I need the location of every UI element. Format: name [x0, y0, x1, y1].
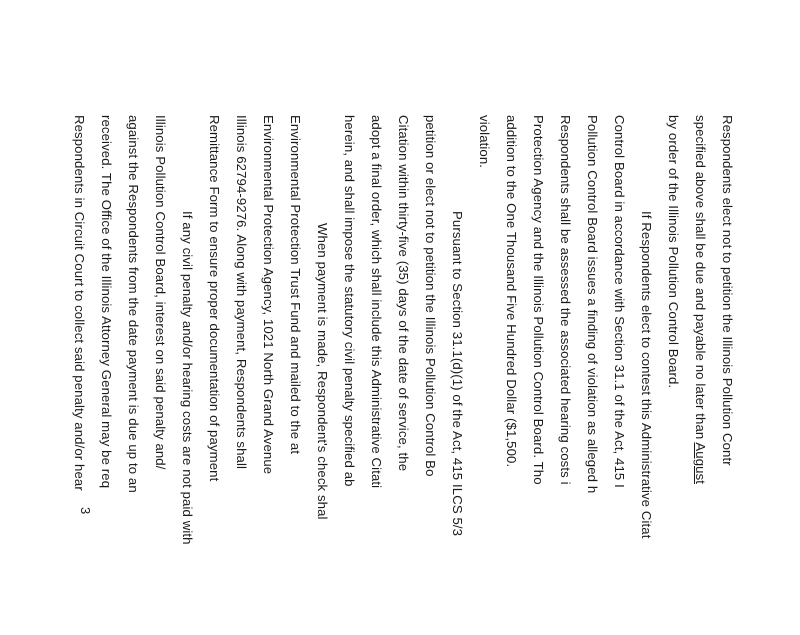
text-line: herein, and shall impose the statutory civil penalty specified ab [342, 115, 357, 487]
text-line: If any civil penalty and/or hearing costs are not paid with [180, 211, 195, 545]
text-line: Respondents shall be assessed the associated hearing costs i [558, 115, 573, 485]
text-line: If Respondents elect to contest this Administrative Citat [639, 211, 654, 539]
text-line: When payment is made, Respondent's check shal [315, 223, 330, 520]
text-line: Remittance Form to ensure proper documentation of payment [207, 115, 222, 482]
text-line: adopt a final order, which shall include this Administrative Citati [369, 115, 384, 489]
text-line: Respondents elect not to petition the Illinois Pollution Contr [720, 115, 735, 466]
text-line: specified above shall be due and payable no later than August [693, 115, 708, 485]
text-line: petition or elect not to petition the Illinois Pollution Control Bo [423, 115, 438, 477]
text-line: Illinois Pollution Control Board, interest on said penalty and/ [153, 115, 168, 470]
text-line: Protection Agency and the Illinois Pollution Control Board. Tho [531, 115, 546, 485]
text-line: received. The Office of the Illinois Attorney General may be req [99, 115, 114, 489]
text-line: against the Respondents from the date payment is due up to an [126, 115, 141, 493]
due-date-underline: August [693, 442, 708, 485]
text-line: Respondents in Circuit Court to collect said penalty and/or hear [72, 115, 87, 491]
text-line: by order of the Illinois Pollution Control Board. [666, 115, 681, 389]
text-line: Environmental Protection Agency, 1021 North Grand Avenue [261, 115, 276, 475]
text-line: violation. [477, 115, 492, 169]
page-number-container [0, 115, 735, 635]
page-number: 3 [78, 507, 93, 515]
text-line: Pursuant to Section 31.1(d)(1) of the Act, 415 ILCS 5/3 [450, 211, 465, 537]
text-line: Control Board in accordance with Section 31.1 of the Act, 415 I [612, 115, 627, 488]
text-line: addition to the One Thousand Five Hundred Dollar ($1,500. [504, 115, 519, 468]
text-line: Environmental Protection Trust Fund and mailed to the at [288, 115, 303, 455]
text-line: Citation within thirty-five (35) days of the date of service, the [396, 115, 411, 472]
text-line: Illinois 62794-9276. Along with payment, Respondents shall [234, 115, 249, 470]
text-line: Pollution Control Board issues a finding of violation as alleged h [585, 115, 600, 494]
